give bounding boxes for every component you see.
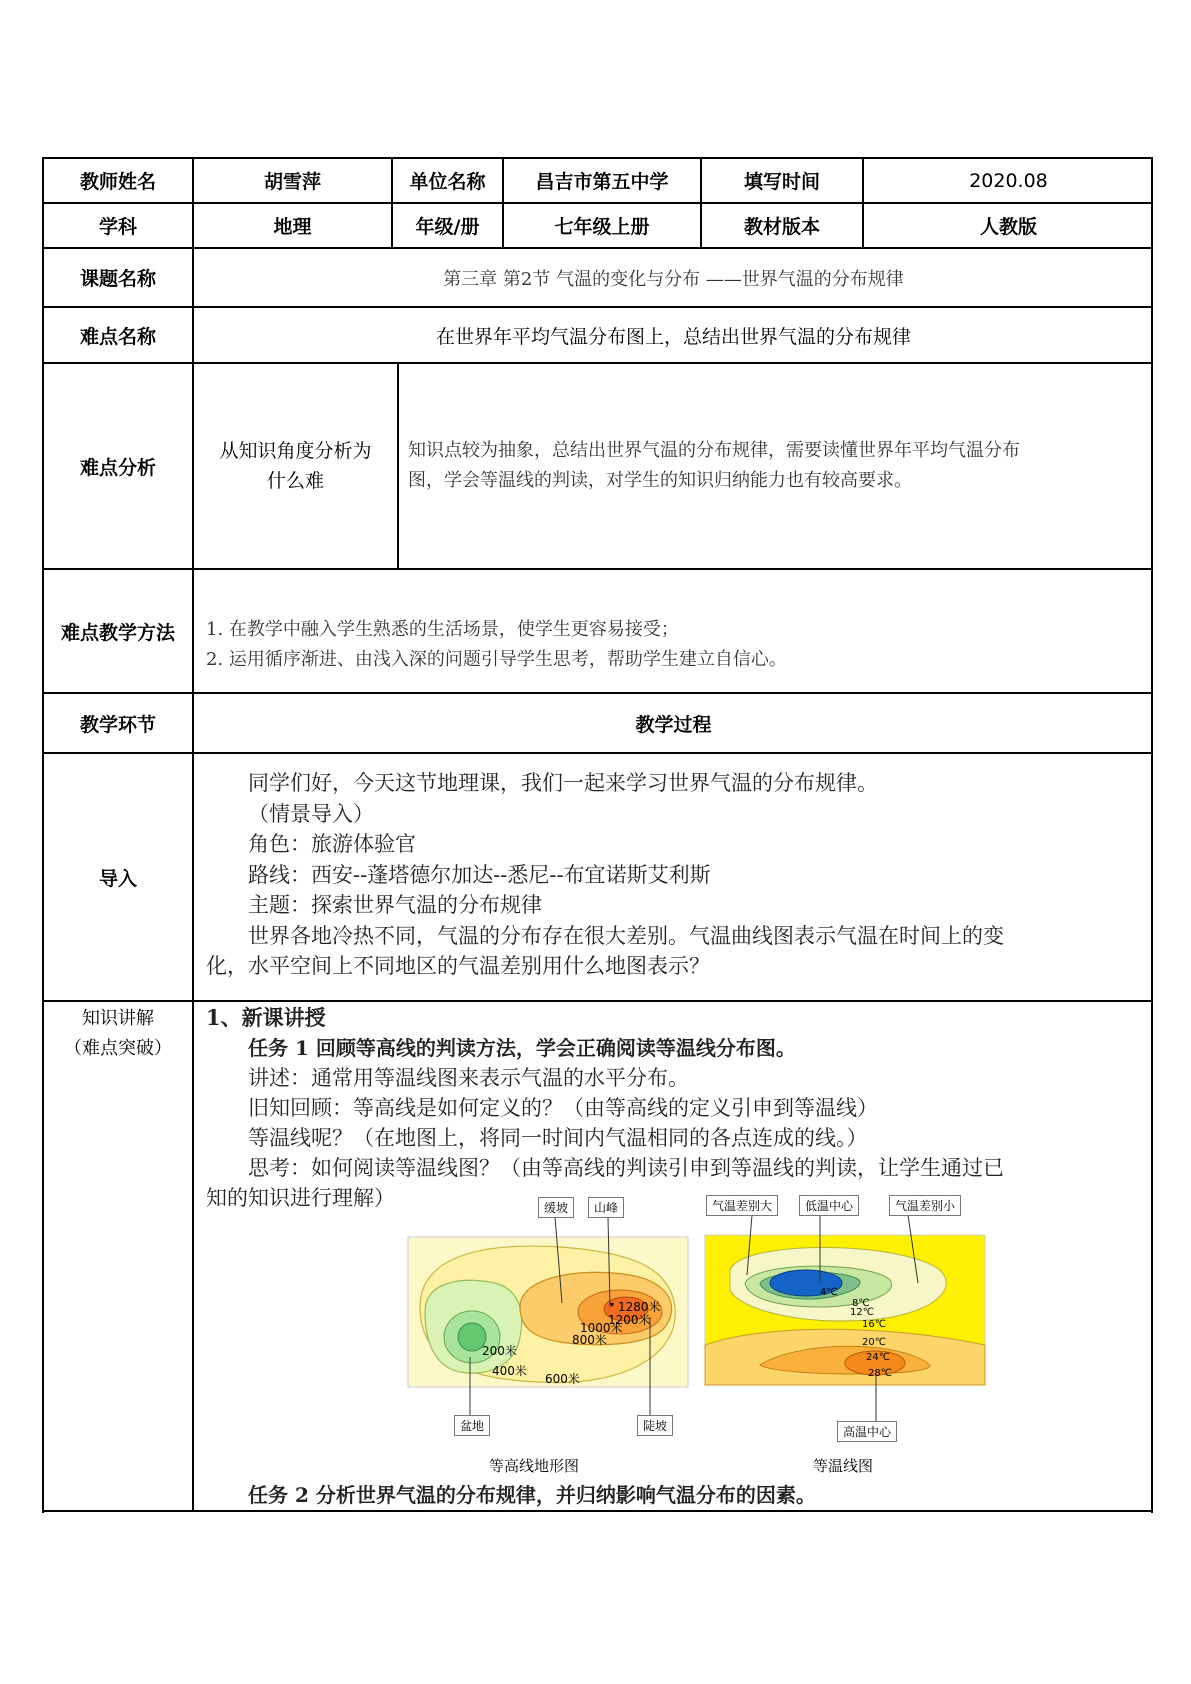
grade-value: 七年级上册 (554, 216, 650, 238)
method-label: 难点教学方法 (60, 621, 175, 644)
intro-line: 主题：探索世界气温的分布规律 (248, 893, 542, 917)
knowledge-line: 知的知识进行理解） (206, 1186, 395, 1210)
tag-gentle-slope: 缓坡 (538, 1197, 574, 1218)
tag-large-difference: 气温差别大 (706, 1195, 778, 1216)
intro-line: 世界各地冷热不同，气温的分布存在很大差别。气温曲线图表示气温在时间上的变 (248, 923, 1004, 948)
contour-label-1200: 1200米 (608, 1313, 651, 1327)
intro-line: （情景导入） (248, 801, 374, 826)
knowledge-label-line: 知识讲解 (82, 1008, 154, 1029)
tag-peak: 山峰 (588, 1197, 624, 1218)
tag-low-center: 低温中心 (799, 1195, 859, 1216)
contour-label-600: 600米 (545, 1372, 580, 1386)
subject-value: 地理 (273, 216, 312, 238)
intro-line: 化，水平空间上不同地区的气温差别用什么地图表示？ (206, 954, 710, 978)
process-stage-header: 教学环节 (79, 713, 156, 736)
method-list (206, 615, 787, 675)
intro-text (206, 768, 1004, 982)
date-label: 填写时间 (743, 171, 820, 193)
isotherm-label-24: 24℃ (866, 1352, 890, 1363)
contour-label-1000: 1000米 (580, 1321, 623, 1335)
school-value: 昌吉市第五中学 (535, 171, 669, 193)
contour-label-400: 400米 (492, 1364, 527, 1378)
knowledge-line: 思考：如何阅读等温线图？（由等高线的判读引申到等温线的判读，让学生通过已 (248, 1156, 1004, 1180)
task2-title (248, 1480, 816, 1510)
isotherm-map-image (700, 1195, 990, 1443)
edition-value: 人教版 (979, 216, 1037, 238)
analysis-subtitle-line: 什么难 (266, 470, 324, 492)
knowledge-label (44, 1004, 192, 1064)
topic-value: 第三章 第2节 气温的变化与分布 ——世界气温的分布规律 (443, 268, 904, 290)
knowledge-label-line: （难点突破） (64, 1038, 172, 1059)
analysis-label: 难点分析 (79, 456, 156, 479)
tag-small-difference: 气温差别小 (889, 1195, 961, 1216)
task2-line: 任务 2 分析世界气温的分布规律，并归纳影响气温分布的因素。 (248, 1483, 816, 1507)
grade-label: 年级/册 (415, 216, 480, 238)
intro-line: 路线：西安--蓬塔德尔加达--悉尼--布宜诺斯艾利斯 (248, 862, 711, 887)
method-item: 2. 运用循序渐进、由浅入深的问题引导学生思考，帮助学生建立自信心。 (206, 649, 787, 670)
edition-label: 教材版本 (743, 216, 820, 238)
difficulty-value: 在世界年平均气温分布图上，总结出世界气温的分布规律 (435, 325, 911, 348)
isotherm-map-figure (700, 1195, 990, 1443)
intro-line: 角色：旅游体验官 (248, 832, 416, 856)
analysis-subtitle (194, 364, 397, 568)
analysis-line: 图，学会等温线的判读，对学生的知识归纳能力也有较高要求。 (408, 470, 912, 491)
tag-high-center: 高温中心 (837, 1421, 897, 1442)
teacher-name-label: 教师姓名 (79, 171, 156, 193)
knowledge-heading: 1、新课讲授 (206, 1005, 326, 1030)
analysis-line: 知识点较为抽象，总结出世界气温的分布规律，需要读懂世界年平均气温分布 (408, 440, 1020, 461)
isotherm-label-20: 20℃ (862, 1337, 886, 1348)
isotherm-label-28: 28℃ (868, 1368, 892, 1379)
process-content-header: 教学过程 (635, 713, 712, 736)
row-divider (42, 1510, 1153, 1512)
analysis-subtitle-line: 从知识角度分析为 (219, 440, 372, 462)
task1-title: 任务 1 回顾等高线的判读方法，学会正确阅读等温线分布图。 (248, 1036, 796, 1060)
knowledge-line: 旧知回顾：等高线是如何定义的？（由等高线的定义引申到等温线） (248, 1096, 878, 1120)
knowledge-text (206, 1003, 1004, 1213)
row-divider (42, 752, 1153, 754)
contour-map-caption: 等高线地形图 (489, 1457, 580, 1475)
difficulty-label: 难点名称 (79, 325, 156, 348)
school-label: 单位名称 (409, 171, 486, 193)
knowledge-line: 等温线呢？（在地图上，将同一时间内气温相同的各点连成的线。） (248, 1126, 868, 1150)
tag-basin: 盆地 (454, 1415, 490, 1436)
isotherm-label-8: 8℃ (852, 1298, 870, 1309)
analysis-text (408, 436, 1020, 496)
method-item: 1. 在教学中融入学生熟悉的生活场景，使学生更容易接受； (206, 619, 679, 640)
contour-label-200: 200米 (482, 1344, 517, 1358)
knowledge-line: 讲述：通常用等温线图来表示气温的水平分布。 (248, 1066, 689, 1090)
contour-label-1280: 1280米 (618, 1300, 661, 1314)
isotherm-label-4: 4℃ (820, 1287, 838, 1298)
tag-steep-slope: 陡坡 (637, 1415, 673, 1436)
isotherm-label-12: 12℃ (850, 1307, 874, 1318)
intro-label: 导入 (98, 867, 137, 890)
intro-line: 同学们好，今天这节地理课，我们一起来学习世界气温的分布规律。 (248, 771, 878, 795)
teacher-name-value: 胡雪萍 (263, 171, 321, 193)
contour-map-image (400, 1197, 730, 1434)
row-divider (42, 1000, 1153, 1002)
contour-map-figure (400, 1197, 730, 1434)
contour-label-800: 800米 (572, 1333, 607, 1347)
subject-label: 学科 (98, 216, 137, 238)
col-divider (397, 362, 399, 568)
date-value: 2020.08 (969, 169, 1048, 192)
isotherm-map-caption: 等温线图 (813, 1457, 874, 1475)
isotherm-label-16: 16℃ (862, 1319, 886, 1330)
row-divider (42, 568, 1153, 570)
topic-label: 课题名称 (79, 268, 156, 290)
